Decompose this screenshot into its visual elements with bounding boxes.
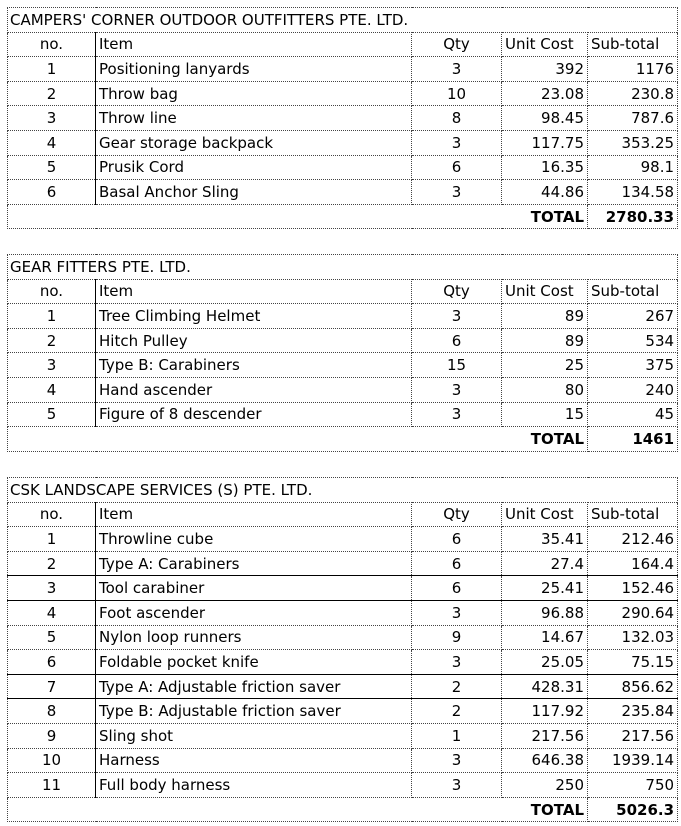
row-qty: 3 — [412, 773, 502, 798]
row-item: Full body harness — [96, 773, 412, 798]
row-no: 6 — [8, 180, 96, 205]
row-subtotal: 240 — [588, 377, 678, 402]
supplier-name: GEAR FITTERS PTE. LTD. — [8, 255, 678, 280]
supplier-title-row — [8, 255, 678, 280]
row-item: Hand ascender — [96, 377, 412, 402]
row-unit-cost: 25.41 — [502, 576, 588, 601]
row-no: 9 — [8, 723, 96, 748]
row-unit-cost: 392 — [502, 57, 588, 82]
row-subtotal: 98.1 — [588, 155, 678, 180]
row-qty: 6 — [412, 155, 502, 180]
supplier-table-csk-landscape — [7, 477, 677, 822]
header-no: no. — [8, 32, 96, 57]
table-row — [8, 600, 678, 625]
row-qty: 2 — [412, 674, 502, 699]
header-subtotal: Sub-total — [588, 32, 678, 57]
table-row — [8, 650, 678, 675]
total-label: TOTAL — [502, 427, 588, 452]
row-no: 8 — [8, 699, 96, 724]
row-subtotal: 1939.14 — [588, 748, 678, 773]
row-qty: 3 — [412, 180, 502, 205]
row-item: Prusik Cord — [96, 155, 412, 180]
header-qty: Qty — [412, 32, 502, 57]
row-no: 4 — [8, 377, 96, 402]
row-subtotal: 45 — [588, 402, 678, 427]
row-unit-cost: 96.88 — [502, 600, 588, 625]
table-row — [8, 699, 678, 724]
row-no: 6 — [8, 650, 96, 675]
row-qty: 3 — [412, 748, 502, 773]
row-subtotal: 152.46 — [588, 576, 678, 601]
table-row — [8, 57, 678, 82]
row-qty: 1 — [412, 723, 502, 748]
row-no: 7 — [8, 674, 96, 699]
row-qty: 15 — [412, 353, 502, 378]
row-subtotal: 132.03 — [588, 625, 678, 650]
supplier-table — [7, 477, 678, 822]
table-row — [8, 576, 678, 601]
table-row — [8, 304, 678, 329]
row-unit-cost: 117.75 — [502, 130, 588, 155]
row-no: 2 — [8, 81, 96, 106]
row-item: Basal Anchor Sling — [96, 180, 412, 205]
row-no: 1 — [8, 304, 96, 329]
row-subtotal: 787.6 — [588, 106, 678, 131]
table-row — [8, 674, 678, 699]
header-item: Item — [96, 279, 412, 304]
total-row — [8, 427, 678, 452]
row-no: 1 — [8, 527, 96, 552]
supplier-table — [7, 7, 678, 229]
header-item: Item — [96, 32, 412, 57]
row-qty: 3 — [412, 650, 502, 675]
supplier-table-gear-fitters — [7, 254, 677, 452]
row-no: 5 — [8, 402, 96, 427]
row-subtotal: 235.84 — [588, 699, 678, 724]
header-qty: Qty — [412, 279, 502, 304]
column-header-row — [8, 32, 678, 57]
total-spacer — [8, 797, 502, 822]
row-unit-cost: 98.45 — [502, 106, 588, 131]
row-unit-cost: 217.56 — [502, 723, 588, 748]
row-subtotal: 290.64 — [588, 600, 678, 625]
table-row — [8, 402, 678, 427]
row-subtotal: 212.46 — [588, 527, 678, 552]
row-no: 2 — [8, 551, 96, 576]
row-no: 5 — [8, 625, 96, 650]
row-no: 11 — [8, 773, 96, 798]
row-subtotal: 230.8 — [588, 81, 678, 106]
header-item: Item — [96, 502, 412, 527]
column-header-row — [8, 502, 678, 527]
row-qty: 8 — [412, 106, 502, 131]
row-qty: 2 — [412, 699, 502, 724]
row-qty: 6 — [412, 551, 502, 576]
row-qty: 3 — [412, 57, 502, 82]
table-row — [8, 130, 678, 155]
row-subtotal: 267 — [588, 304, 678, 329]
row-subtotal: 534 — [588, 328, 678, 353]
row-item: Figure of 8 descender — [96, 402, 412, 427]
row-item: Harness — [96, 748, 412, 773]
row-item: Nylon loop runners — [96, 625, 412, 650]
row-unit-cost: 646.38 — [502, 748, 588, 773]
row-qty: 3 — [412, 304, 502, 329]
row-subtotal: 164.4 — [588, 551, 678, 576]
header-unit-cost: Unit Cost — [502, 279, 588, 304]
row-subtotal: 217.56 — [588, 723, 678, 748]
table-row — [8, 81, 678, 106]
table-row — [8, 527, 678, 552]
total-row — [8, 797, 678, 822]
supplier-name: CAMPERS' CORNER OUTDOOR OUTFITTERS PTE. LTD. — [8, 8, 678, 33]
row-unit-cost: 25 — [502, 353, 588, 378]
row-subtotal: 134.58 — [588, 180, 678, 205]
column-header-row — [8, 279, 678, 304]
header-no: no. — [8, 279, 96, 304]
table-row — [8, 748, 678, 773]
row-subtotal: 375 — [588, 353, 678, 378]
supplier-table — [7, 254, 678, 452]
table-row — [8, 625, 678, 650]
row-item: Throw line — [96, 106, 412, 131]
supplier-name: CSK LANDSCAPE SERVICES (S) PTE. LTD. — [8, 478, 678, 503]
row-qty: 6 — [412, 527, 502, 552]
table-row — [8, 377, 678, 402]
row-item: Throwline cube — [96, 527, 412, 552]
total-label: TOTAL — [502, 204, 588, 229]
header-subtotal: Sub-total — [588, 279, 678, 304]
header-unit-cost: Unit Cost — [502, 32, 588, 57]
row-no: 4 — [8, 130, 96, 155]
row-unit-cost: 16.35 — [502, 155, 588, 180]
row-qty: 3 — [412, 377, 502, 402]
row-item: Foldable pocket knife — [96, 650, 412, 675]
table-row — [8, 551, 678, 576]
row-subtotal: 75.15 — [588, 650, 678, 675]
row-qty: 3 — [412, 600, 502, 625]
row-no: 4 — [8, 600, 96, 625]
row-unit-cost: 14.67 — [502, 625, 588, 650]
row-unit-cost: 89 — [502, 304, 588, 329]
row-item: Throw bag — [96, 81, 412, 106]
row-item: Tool carabiner — [96, 576, 412, 601]
row-item: Type B: Adjustable friction saver — [96, 699, 412, 724]
row-qty: 10 — [412, 81, 502, 106]
supplier-title-row — [8, 8, 678, 33]
total-value: 2780.33 — [588, 204, 678, 229]
header-unit-cost: Unit Cost — [502, 502, 588, 527]
row-no: 1 — [8, 57, 96, 82]
table-row — [8, 155, 678, 180]
row-item: Type A: Adjustable friction saver — [96, 674, 412, 699]
table-row — [8, 180, 678, 205]
total-label: TOTAL — [502, 797, 588, 822]
row-unit-cost: 117.92 — [502, 699, 588, 724]
total-value: 5026.3 — [588, 797, 678, 822]
row-unit-cost: 27.4 — [502, 551, 588, 576]
total-value: 1461 — [588, 427, 678, 452]
row-unit-cost: 35.41 — [502, 527, 588, 552]
total-spacer — [8, 204, 502, 229]
row-no: 10 — [8, 748, 96, 773]
row-unit-cost: 89 — [502, 328, 588, 353]
row-subtotal: 353.25 — [588, 130, 678, 155]
row-no: 3 — [8, 106, 96, 131]
total-row — [8, 204, 678, 229]
row-unit-cost: 23.08 — [502, 81, 588, 106]
table-row — [8, 773, 678, 798]
row-unit-cost: 15 — [502, 402, 588, 427]
header-subtotal: Sub-total — [588, 502, 678, 527]
row-no: 5 — [8, 155, 96, 180]
table-row — [8, 328, 678, 353]
row-item: Sling shot — [96, 723, 412, 748]
row-item: Hitch Pulley — [96, 328, 412, 353]
row-unit-cost: 44.86 — [502, 180, 588, 205]
row-item: Type A: Carabiners — [96, 551, 412, 576]
table-row — [8, 106, 678, 131]
header-no: no. — [8, 502, 96, 527]
header-qty: Qty — [412, 502, 502, 527]
row-subtotal: 750 — [588, 773, 678, 798]
row-subtotal: 856.62 — [588, 674, 678, 699]
total-spacer — [8, 427, 502, 452]
row-unit-cost: 250 — [502, 773, 588, 798]
row-qty: 6 — [412, 576, 502, 601]
table-row — [8, 353, 678, 378]
row-unit-cost: 428.31 — [502, 674, 588, 699]
row-no: 2 — [8, 328, 96, 353]
row-item: Tree Climbing Helmet — [96, 304, 412, 329]
row-no: 3 — [8, 353, 96, 378]
row-qty: 3 — [412, 130, 502, 155]
row-item: Gear storage backpack — [96, 130, 412, 155]
row-no: 3 — [8, 576, 96, 601]
row-unit-cost: 80 — [502, 377, 588, 402]
row-item: Positioning lanyards — [96, 57, 412, 82]
supplier-table-campers-corner — [7, 7, 677, 229]
row-item: Foot ascender — [96, 600, 412, 625]
row-qty: 9 — [412, 625, 502, 650]
row-qty: 6 — [412, 328, 502, 353]
supplier-title-row — [8, 478, 678, 503]
row-unit-cost: 25.05 — [502, 650, 588, 675]
table-row — [8, 723, 678, 748]
row-subtotal: 1176 — [588, 57, 678, 82]
row-item: Type B: Carabiners — [96, 353, 412, 378]
row-qty: 3 — [412, 402, 502, 427]
